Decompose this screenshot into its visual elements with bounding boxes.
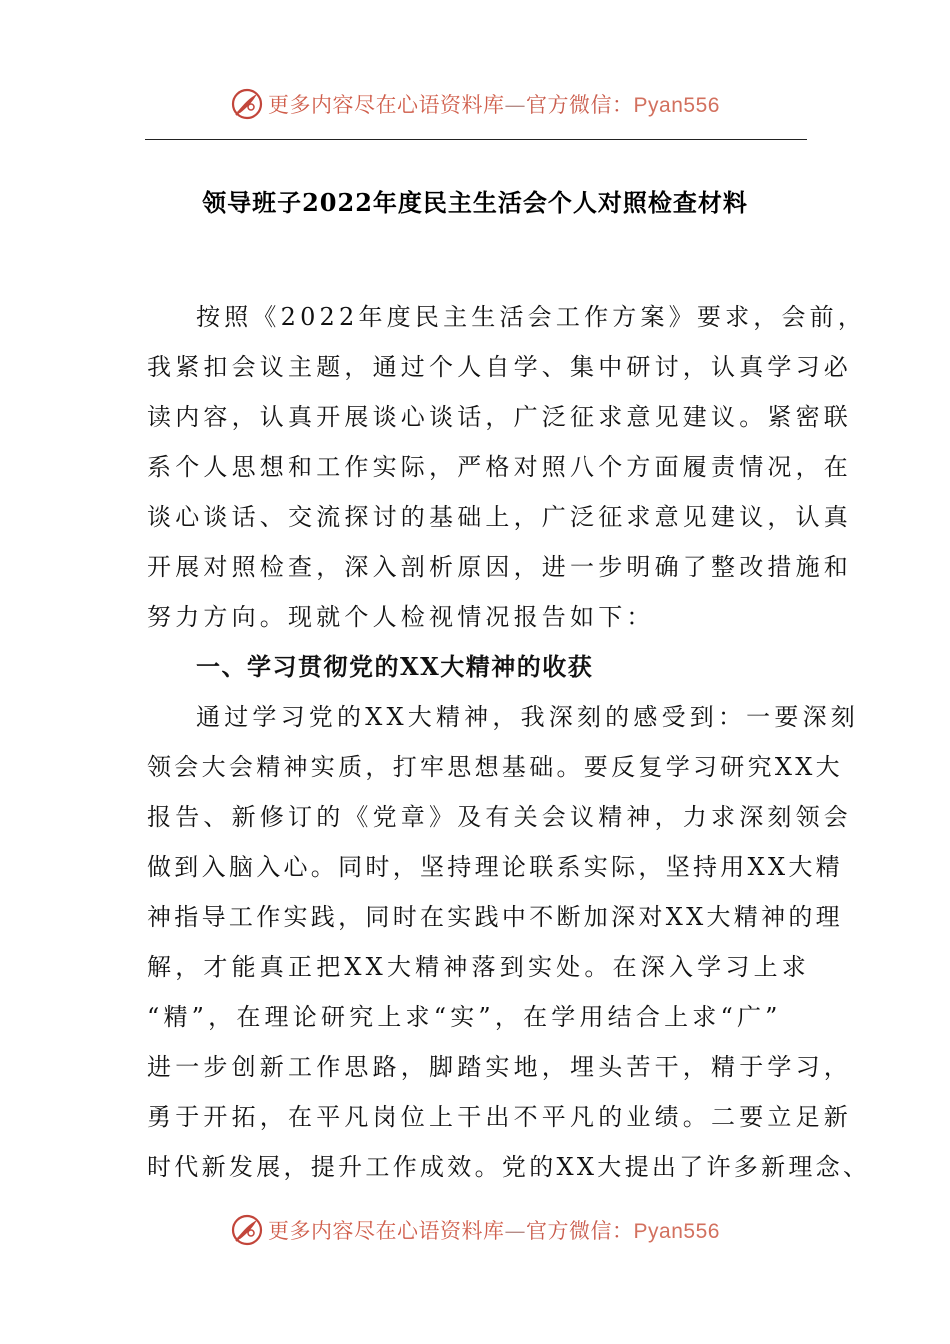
- body-line: 系个人思想和工作实际，严格对照八个方面履责情况，在: [147, 453, 852, 481]
- banner-wechat-id: Pyan556: [633, 1220, 720, 1243]
- body-line: 努力方向。现就个人检视情况报告如下：: [147, 603, 655, 631]
- banner-text: [268, 1215, 720, 1245]
- banner-wechat-label: 官方微信：: [526, 1219, 634, 1243]
- body-line: 勇于开拓，在平凡岗位上干出不平凡的业绩。二要立足新: [147, 1103, 852, 1131]
- banner-separator: —: [504, 1219, 527, 1243]
- body-line: 开展对照检查，深入剖析原因，进一步明确了整改措施和: [147, 553, 852, 581]
- body-line: 我紧扣会议主题，通过个人自学、集中研讨，认真学习必: [147, 353, 852, 381]
- body-line: 谈心谈话、交流探讨的基础上，广泛征求意见建议，认真: [147, 503, 852, 531]
- body-line: 通过学习党的XX大精神，我深刻的感受到：一要深刻: [196, 703, 859, 731]
- body-line: 进一步创新工作思路，脚踏实地，埋头苦干，精于学习，: [147, 1053, 852, 1081]
- body-line: 神指导工作实践，同时在实践中不断加深对XX大精神的理: [147, 903, 843, 931]
- banner-text: [268, 89, 720, 119]
- banner-separator: —: [504, 93, 527, 117]
- footer-watermark-banner: [0, 1208, 950, 1252]
- body-line: 领会大会精神实质，打牢思想基础。要反复学习研究XX大: [147, 753, 843, 781]
- banner-wechat-label: 官方微信：: [526, 93, 634, 117]
- body-line: 解，才能真正把XX大精神落到实处。在深入学习上求: [147, 953, 810, 981]
- banner-brand-text: 更多内容尽在心语资料库: [268, 1219, 505, 1243]
- body-line: 按照《2022年度民主生活会工作方案》要求，会前，: [196, 303, 867, 331]
- body-line: “精”，在理论研究上求“实”，在学用结合上求“广”: [147, 1003, 782, 1031]
- header-watermark-banner: [0, 82, 950, 126]
- document-title: 领导班子2022年度民主生活会个人对照检查材料: [202, 188, 748, 217]
- body-line: 做到入脑入心。同时，坚持理论联系实际，坚持用XX大精: [147, 853, 843, 881]
- banner-wechat-id: Pyan556: [633, 94, 720, 117]
- body-line: 读内容，认真开展谈心谈话，广泛征求意见建议。紧密联: [147, 403, 852, 431]
- banner-brand-text: 更多内容尽在心语资料库: [268, 93, 505, 117]
- body-line: 时代新发展，提升工作成效。党的XX大提出了许多新理念、: [147, 1153, 871, 1181]
- pen-quill-circle-logo-icon: [230, 87, 264, 121]
- document-body: [147, 292, 871, 1192]
- body-line: 报告、新修订的《党章》及有关会议精神，力求深刻领会: [147, 803, 852, 831]
- section-heading: 一、学习贯彻党的XX大精神的收获: [196, 652, 594, 681]
- pen-quill-circle-logo-icon: [230, 1213, 264, 1247]
- header-divider: [145, 139, 807, 140]
